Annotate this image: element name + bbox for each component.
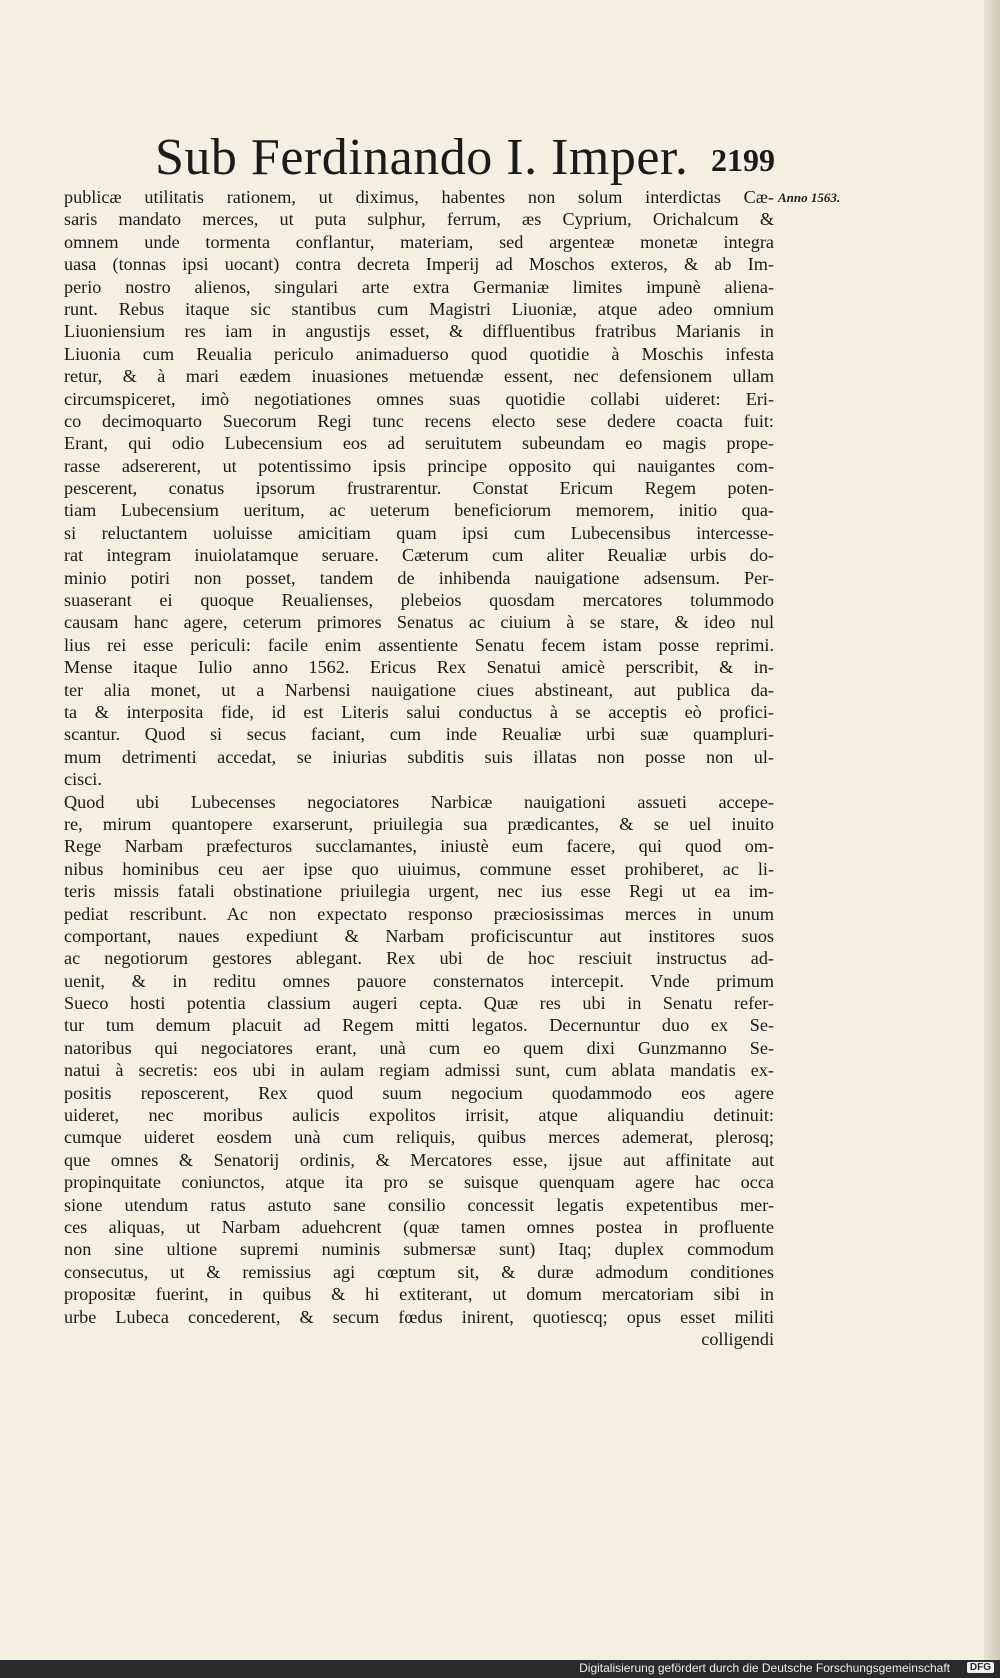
text-line: uenit, & in reditu omnes pauore consternatos intercepit. Vnde primum [64,970,774,991]
text-line: pediat rescribunt. Ac non expectato responso præciosissimas merces in unum [64,903,774,924]
text-line: si reluctantem uoluisse amicitiam quam ipsi cum Lubecensibus intercesse- [64,522,774,543]
dfg-logo: DFG [967,1662,994,1673]
text-line: rasse adsererent, ut potentissimo ipsis principe opposito qui nauigantes com- [64,455,774,476]
text-line: propinquitate coniunctos, atque ita pro se suisque quenquam agere hac occa [64,1172,774,1193]
text-line: Sueco hosti potentia classium augeri cepta. Quæ res ubi in Senatu refer- [64,993,774,1014]
page-number: 2199 [711,142,775,178]
text-line: Quod ubi Lubecenses negociatores Narbicæ nauigationi assueti accepe- [64,791,774,812]
text-line: cisci. [64,769,102,790]
text-line: saris mandato merces, ut puta sulphur, ferrum, æs Cyprium, Orichalcum & [64,209,774,230]
text-line: nibus hominibus ceu aer ipse quo uiuimus, commune esset prohiberet, ac li- [64,858,774,879]
text-line: causam hanc agere, ceterum primores Senatus ac ciuium à se stare, & ideo nul [64,612,774,633]
text-line: retur, & à mari eædem inuasiones metuendæ essent, nec defensionem ullam [64,366,774,387]
text-line: Liuoniensium res iam in angustijs esset, & diffluentibus fratribus Marianis in [64,321,774,342]
text-line: mum detrimenti accedat, se iniurias subditis suis illatas non posse non ul- [64,746,774,767]
body-text [64,186,774,1350]
running-title: Sub Ferdinando I. Imper. [155,129,689,186]
text-line: circumspiceret, imò negotiationes omnes suas quotidie collabi uideret: Eri- [64,388,774,409]
text-line: ces aliquas, ut Narbam aduehcrent (quæ tamen omnes postea in profluente [64,1216,774,1237]
text-line: positis reposcerent, Rex quod suum negocium quodammodo eos agere [64,1082,774,1103]
text-line: comportant, naues expediunt & Narbam proficiscuntur aut institores suos [64,925,774,946]
text-line: minio potiri non posset, tandem de inhibenda nauigatione adsensum. Per- [64,567,774,588]
text-line: ac negotiorum gestores ablegant. Rex ubi de hoc resciuit instructus ad- [64,948,774,969]
text-line: natui à secretis: eos ubi in aulam regiam admissi sunt, cum ablata mandatis ex- [64,1060,774,1081]
text-line: suaserant ei quoque Reualienses, plebeios quosdam mercatores tolummodo [64,590,774,611]
text-line: rat integram inuiolatamque seruare. Cæterum cum aliter Reualiæ urbis do- [64,545,774,566]
page-header [155,128,775,188]
text-line: cumque uideret eosdem unà cum reliquis, quibus merces ademerat, plerosq; [64,1127,774,1148]
text-line: Mense itaque Iulio anno 1562. Ericus Rex Senatui amicè perscribit, & in- [64,657,774,678]
text-line: scantur. Quod si secus faciant, cum inde Reualiæ urbi suæ quampluri- [64,724,774,745]
text-line: perio nostro alienos, singulari arte extra Germaniæ limites impunè aliena- [64,276,774,297]
text-line: uasa (tonnas ipsi uocant) contra decreta Imperij ad Moschos exteros, & ab Im- [64,254,774,275]
text-line: runt. Rebus itaque sic stantibus cum Magistri Liuoniæ, atque adeo omnium [64,298,774,319]
text-line: tur tum demum placuit ad Regem mitti legatos. Decernuntur duo ex Se- [64,1015,774,1036]
text-line: omnem unde tormenta conflantur, materiam, sed argenteæ monetæ integra [64,231,774,252]
catchword: colligendi [701,1328,774,1349]
text-line: publicæ utilitatis rationem, ut diximus, habentes non solum interdictas Cæ- [64,187,774,207]
margin-note-year: Anno 1563. [778,190,841,205]
text-line: que omnes & Senatorij ordinis, & Mercatores esse, ijsue aut affinitate aut [64,1149,774,1170]
funding-credit: Digitalisierung gefördert durch die Deutsche Forschungsgemeinschaft [579,1661,950,1675]
text-line: propositæ fuerint, in quibus & hi extiterant, ut domum mercatoriam sibi in [64,1284,774,1305]
text-line: lius rei esse periculi: facile enim assentiente Senatu fecem istam posse reprimi. [64,634,774,655]
page-edge-shadow [984,0,1000,1678]
text-line: re, mirum quantopere exarserunt, priuilegia sua prædicantes, & se uel inuito [64,813,774,834]
text-line: co decimoquarto Suecorum Regi tunc recens electo sese dedere coacta fuit: [64,410,774,431]
text-line: tiam Lubecensium ueritum, ac ueterum beneficiorum memorem, initio qua- [64,500,774,521]
text-line: ter alia monet, ut a Narbensi nauigatione ciues abstineant, aut publica da- [64,679,774,700]
text-line: urbe Lubeca concederent, & secum fœdus inirent, quotiescq; opus esset militi [64,1306,774,1327]
text-line: Rege Narbam præfecturos succlamantes, iniustè eum facere, qui quod om- [64,836,774,857]
text-line: teris missis fatali obstinatione priuilegia urgent, nec ius esse Regi ut ea im- [64,881,774,902]
text-line: non sine ultione supremi numinis submersæ sunt) Itaq; duplex commodum [64,1239,774,1260]
text-line: ta & interposita fide, id est Literis salui conductus à se acceptis eò profici- [64,701,774,722]
text-line: uideret, nec moribus aulicis expolitos irrisit, atque aliquandiu detinuit: [64,1105,774,1126]
text-line: consecutus, ut & remissius agi cœptum sit, & duræ admodum conditiones [64,1261,774,1282]
text-line: Erant, qui odio Lubecensium eos ad seruitutem subeundam eo magis prope- [64,433,774,454]
text-line: sione utendum ratus astuto sane consilio concessit legatis expetentibus mer- [64,1194,774,1215]
text-line: pescerent, conatus ipsorum frustrarentur. Constat Ericum Regem poten- [64,478,774,499]
text-line: natoribus qui negociatores erant, unà cum eo quem dixi Gunzmanno Se- [64,1037,774,1058]
text-line: Liuonia cum Reualia periculo animaduerso quod quotidie à Moschis infesta [64,343,774,364]
